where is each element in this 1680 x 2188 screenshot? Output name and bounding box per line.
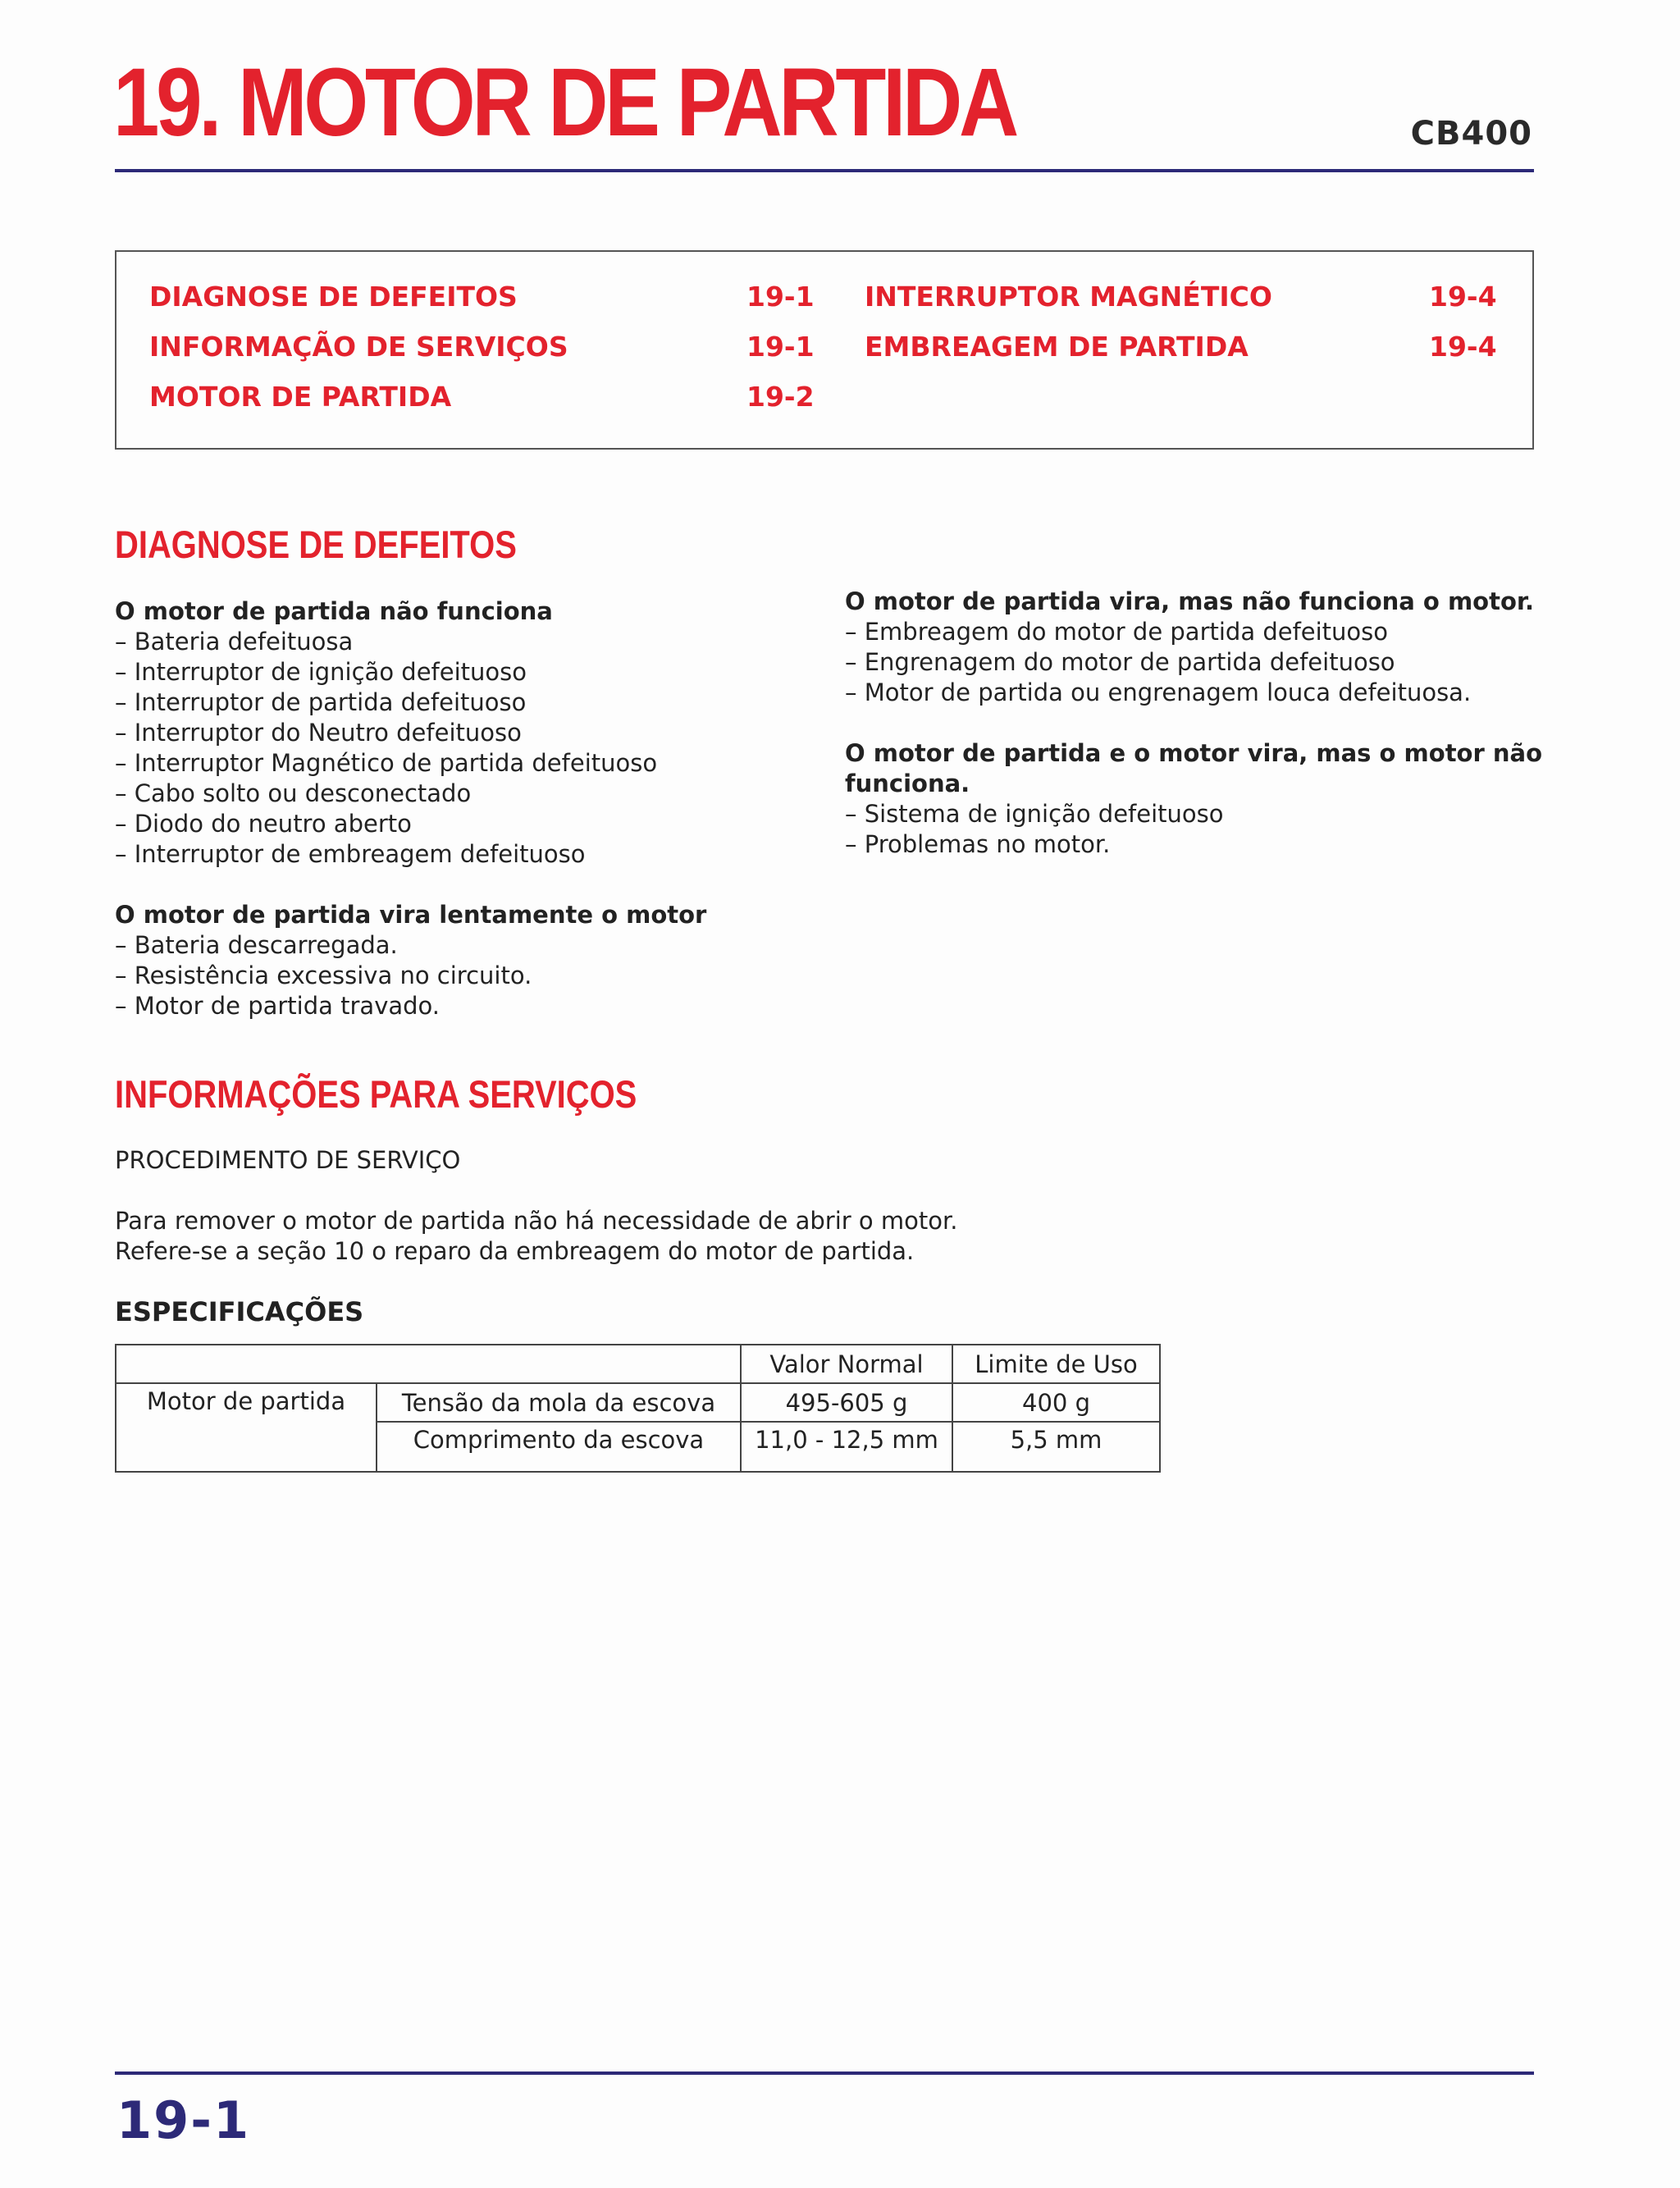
group-line: – Interruptor de partida defeituoso xyxy=(115,688,527,716)
diagnose-group xyxy=(115,900,706,1021)
diagnose-group xyxy=(845,587,1534,708)
table-cell-item: Motor de partida xyxy=(116,1383,377,1472)
diagnose-group xyxy=(115,596,657,870)
table-cell-param: Comprimento da escova xyxy=(377,1422,741,1472)
group-line: – Diodo do neutro aberto xyxy=(115,810,412,838)
table-cell-param: Tensão da mola da escova xyxy=(377,1383,741,1422)
toc-label: DIAGNOSE DE DEFEITOS xyxy=(149,281,518,313)
group-heading: O motor de partida vira, mas não funciona o motor. xyxy=(845,587,1535,615)
toc-label: INTERRUPTOR MAGNÉTICO xyxy=(865,281,1272,313)
group-line: – Bateria descarregada. xyxy=(115,931,398,959)
table-header-row xyxy=(116,1345,1160,1383)
toc-page: 19-4 xyxy=(1429,281,1497,313)
table-header-limit: Limite de Uso xyxy=(952,1345,1160,1383)
toc-box xyxy=(115,250,1534,450)
group-line: – Embreagem do motor de partida defeituoso xyxy=(845,618,1389,646)
table-cell-limit: 5,5 mm xyxy=(952,1422,1160,1472)
toc-page: 19-4 xyxy=(1429,331,1497,363)
group-line: – Cabo solto ou desconectado xyxy=(115,779,472,807)
group-line: – Motor de partida travado. xyxy=(115,992,440,1020)
table-cell-normal: 11,0 - 12,5 mm xyxy=(741,1422,952,1472)
group-line: – Interruptor de ignição defeituoso xyxy=(115,658,527,686)
table-header-empty xyxy=(116,1345,741,1383)
toc-label: INFORMAÇÃO DE SERVIÇOS xyxy=(149,331,568,363)
table-header-normal: Valor Normal xyxy=(741,1345,952,1383)
spec-table xyxy=(115,1344,1161,1473)
header-divider xyxy=(115,169,1534,172)
group-line: – Problemas no motor. xyxy=(845,830,1111,858)
spec-heading: ESPECIFICAÇÕES xyxy=(115,1296,364,1327)
group-heading: O motor de partida vira lentamente o motor xyxy=(115,901,707,929)
section-heading-service: INFORMAÇÕES PARA SERVIÇOS xyxy=(115,1072,637,1116)
group-line: – Interruptor Magnético de partida defeituoso xyxy=(115,749,658,777)
toc-label: MOTOR DE PARTIDA xyxy=(149,381,452,413)
page-title: 19. MOTOR DE PARTIDA xyxy=(113,48,1016,157)
procedure-text: Refere-se a seção 10 o reparo da embreagem do motor de partida. xyxy=(115,1237,915,1265)
group-line: – Engrenagem do motor de partida defeituoso xyxy=(845,648,1395,676)
table-cell-limit: 400 g xyxy=(952,1383,1160,1422)
toc-label: EMBREAGEM DE PARTIDA xyxy=(865,331,1249,363)
group-heading: O motor de partida não funciona xyxy=(115,597,553,625)
table-cell-normal: 495-605 g xyxy=(741,1383,952,1422)
table-row xyxy=(116,1383,1160,1422)
toc-page: 19-1 xyxy=(746,281,815,313)
group-line: – Interruptor do Neutro defeituoso xyxy=(115,719,522,747)
toc-page: 19-1 xyxy=(746,331,815,363)
group-heading: O motor de partida e o motor vira, mas o motor não xyxy=(845,739,1543,767)
footer-divider xyxy=(115,2072,1534,2075)
procedure-text: Para remover o motor de partida não há necessidade de abrir o motor. xyxy=(115,1207,958,1235)
procedure-label: PROCEDIMENTO DE SERVIÇO xyxy=(115,1146,461,1174)
diagnose-group xyxy=(845,738,1542,860)
toc-page: 19-2 xyxy=(746,381,815,413)
page-number: 19-1 xyxy=(116,2090,251,2150)
group-line: – Interruptor de embreagem defeituoso xyxy=(115,840,586,868)
section-heading-diagnose: DIAGNOSE DE DEFEITOS xyxy=(115,523,517,566)
group-line: – Motor de partida ou engrenagem louca defeituosa. xyxy=(845,678,1472,706)
group-line: – Bateria defeituosa xyxy=(115,628,354,655)
group-line: – Resistência excessiva no circuito. xyxy=(115,962,532,989)
group-heading: funciona. xyxy=(845,770,970,797)
group-line: – Sistema de ignição defeituoso xyxy=(845,800,1224,828)
model-name: CB400 xyxy=(1410,115,1532,153)
